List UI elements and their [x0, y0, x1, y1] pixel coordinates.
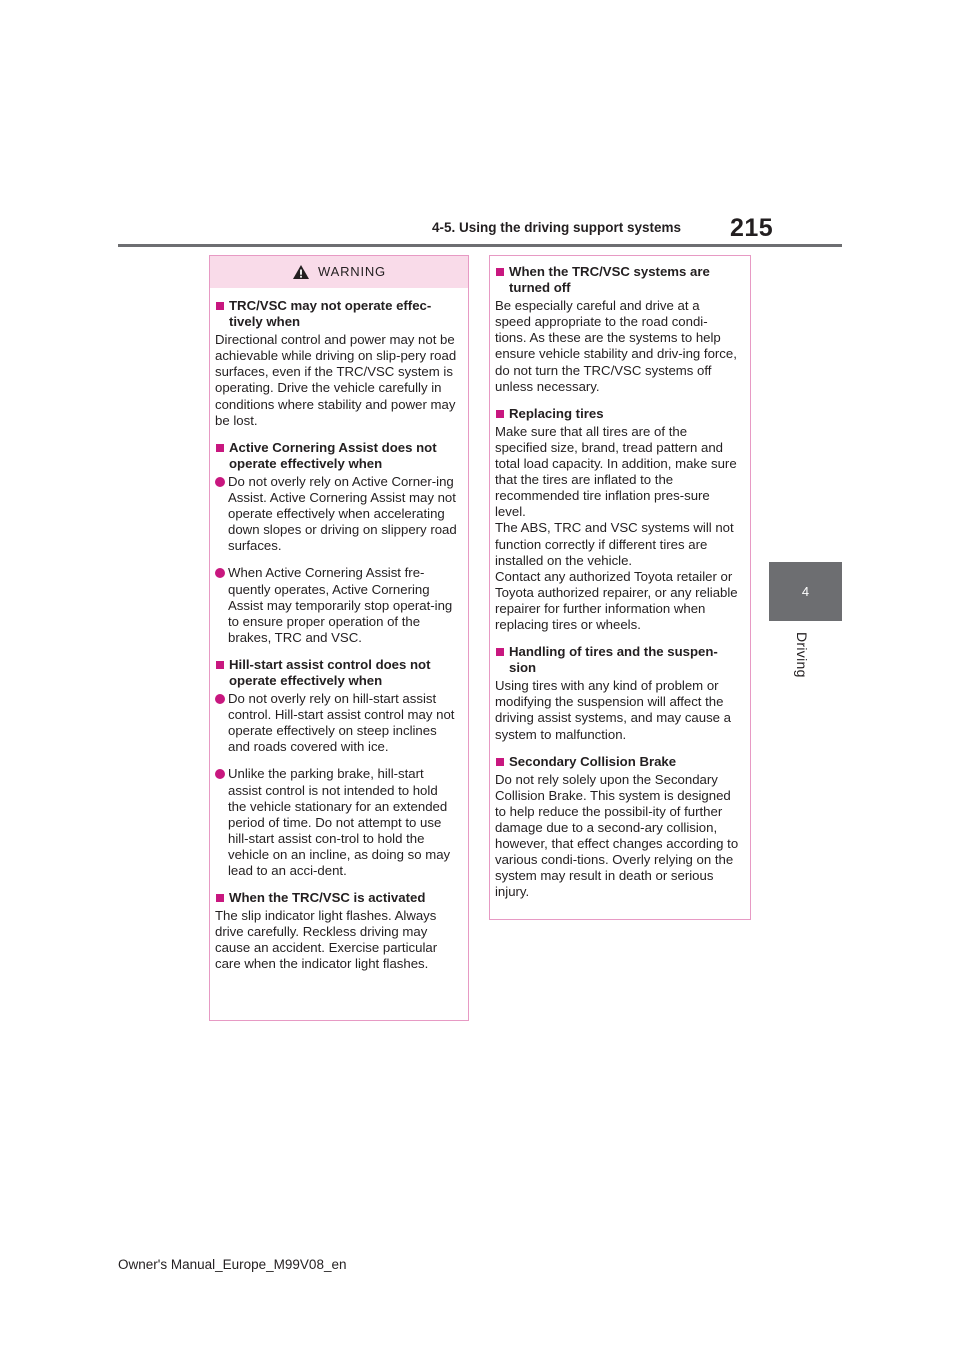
heading-text: When the TRC/VSC systems are turned off [509, 264, 710, 296]
paragraph-line: The ABS, TRC and VSC systems will not function correctly if different tires are installed on the vehicle. [495, 520, 734, 568]
list-item-text: Do not overly rely on hill-start assist control. Hill-start assist control may not operate effectively on steep inclines and roads covered with ice. [228, 691, 455, 755]
list-item-text: When Active Cornering Assist fre-quently operates, Active Cornering Assist may temporarily stop operat-ing to ensure proper operation of the brakes, TRC and VSC. [228, 565, 453, 645]
paragraph: Do not rely solely upon the Secondary Collision Brake. This system is designed to help reduce the possibil-ity of further damage due to a second-ary collision, however, that effect changes according to various condi-tions. Overly relying on the system may result in death or serious injury. [495, 771, 739, 900]
square-bullet-icon [216, 894, 224, 902]
paragraph: Directional control and power may not be achievable while driving on slip-pery road surfaces, even if the TRC/VSC system is operating. Drive the vehicle carefully in conditions where stability and power may be lost. [215, 332, 457, 428]
chapter-tab [769, 562, 842, 621]
section-heading [215, 440, 463, 472]
heading-text: Replacing tires [509, 405, 604, 421]
list-item-text: Do not overly rely on Active Corner-ing Assist. Active Cornering Assist may not operate effectively when accelerating down slopes or driving on slippery road surfaces. [228, 473, 457, 554]
warning-box-right [489, 255, 751, 920]
circle-bullet-icon [215, 568, 225, 578]
square-bullet-icon [216, 661, 224, 669]
paragraph [495, 424, 745, 633]
paragraph-line: Contact any authorized Toyota retailer or Toyota authorized repairer, or any reliable repairer for further information when replacing tires or wheels. [495, 568, 738, 632]
section-title: 4-5. Using the driving support systems [432, 220, 682, 235]
square-bullet-icon [496, 758, 504, 766]
chapter-number: 4 [801, 584, 810, 599]
paragraph: The slip indicator light flashes. Always drive carefully. Reckless driving may cause an accident. Exercise particular care when the indicator light flashes. [215, 908, 438, 972]
warning-box-left [209, 255, 469, 1021]
circle-bullet-icon [215, 477, 225, 487]
warning-triangle-icon [292, 264, 310, 280]
circle-bullet-icon [215, 694, 225, 704]
section-heading [495, 754, 745, 770]
warning-header [210, 256, 468, 288]
circle-bullet-icon [215, 769, 225, 779]
square-bullet-icon [496, 410, 504, 418]
paragraph-line: Make sure that all tires are of the specified size, brand, tread pattern and total load capacity. In addition, make sure that the tires are inflated to the recommended tire inflation pres-sure level. [495, 423, 737, 520]
paragraph: Be especially careful and drive at a speed appropriate to the road condi-tions. As these are the systems to help ensure vehicle stability and driv-ing force, do not turn the TRC/VSC systems off unless necessary. [495, 298, 737, 394]
list-item [215, 766, 463, 879]
square-bullet-icon [216, 302, 224, 310]
list-item-text: Unlike the parking brake, hill-start assist control is not intended to hold the vehicle stationary for an extended period of time. Do not attempt to use hill-start assist con-trol to hold the vehicle on an incline, as doing so may lead to an acci-dent. [228, 766, 451, 878]
warning-title: WARNING [318, 263, 386, 279]
square-bullet-icon [216, 444, 224, 452]
heading-text: When the TRC/VSC is activated [229, 890, 426, 906]
section-heading [215, 657, 463, 689]
heading-text: Hill-start assist control does not operate effectively when [229, 656, 431, 688]
list-item [215, 474, 463, 554]
page-number: 215 [730, 214, 774, 242]
section-heading [215, 890, 463, 906]
footer-text: Owner's Manual_Europe_M99V08_en [118, 1257, 347, 1272]
section-heading [495, 406, 745, 422]
heading-text: Active Cornering Assist does not operate effectively when [229, 439, 437, 471]
paragraph: Using tires with any kind of problem or modifying the suspension will affect the driving assist systems, and may cause a system to malfunction. [495, 678, 732, 742]
header-divider [118, 244, 842, 247]
heading-text: Secondary Collision Brake [509, 753, 677, 769]
chapter-label: Driving [794, 632, 810, 678]
list-item [215, 691, 463, 755]
list-item [215, 565, 463, 645]
square-bullet-icon [496, 648, 504, 656]
section-heading [215, 298, 463, 330]
heading-text: TRC/VSC may not operate effec-tively when [229, 298, 432, 330]
square-bullet-icon [496, 268, 504, 276]
section-heading [495, 264, 745, 296]
section-heading [495, 644, 745, 676]
heading-text: Handling of tires and the suspen-sion [509, 644, 718, 676]
